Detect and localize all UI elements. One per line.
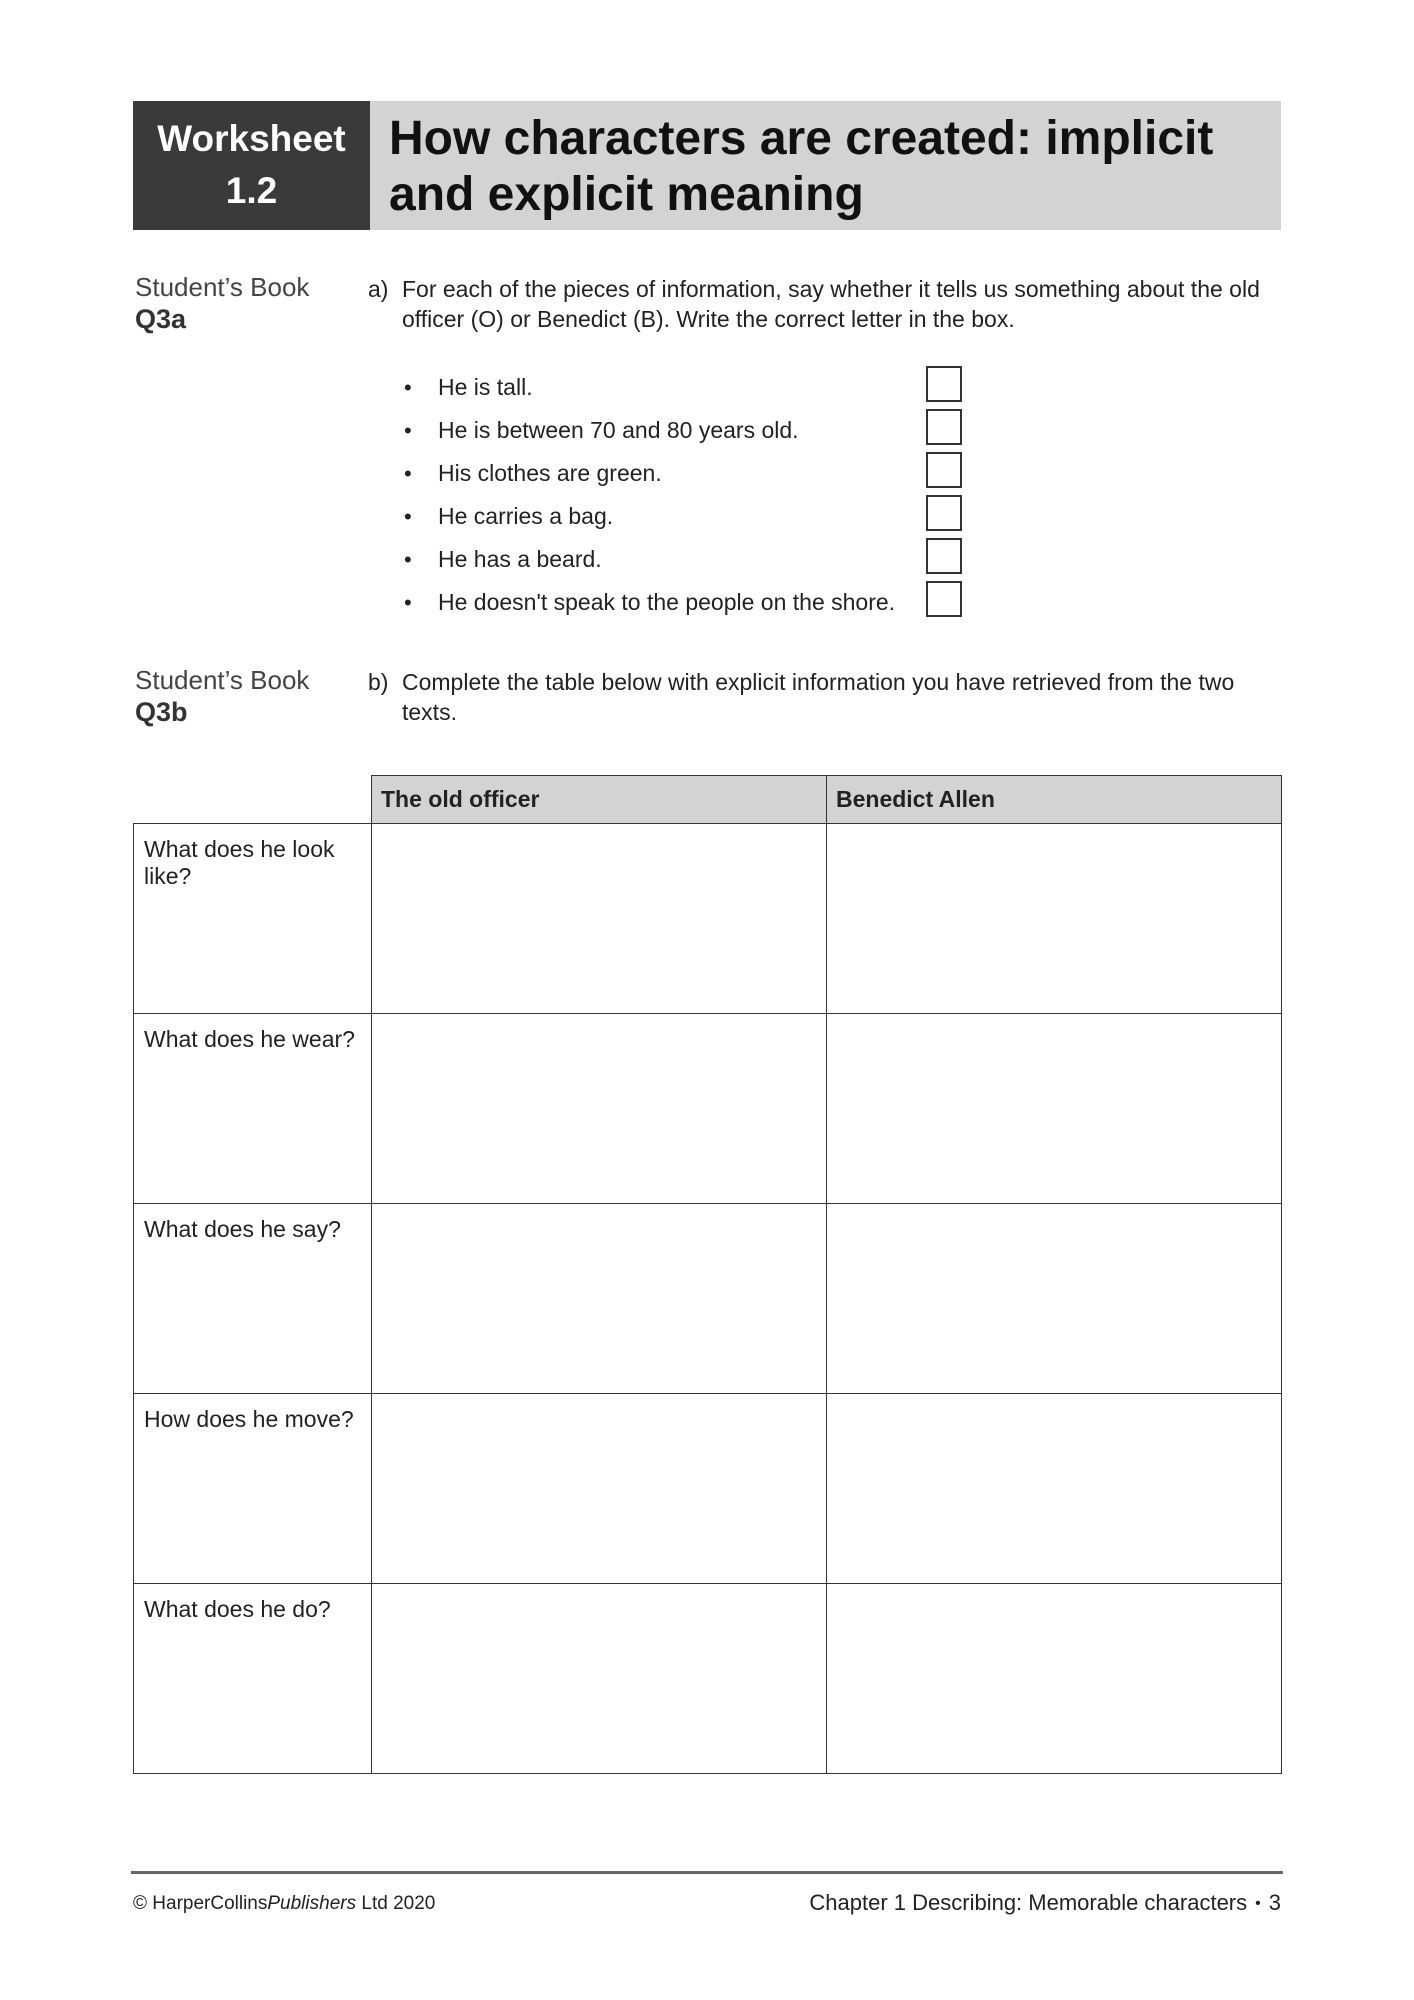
list-item bbox=[404, 452, 964, 495]
table-row bbox=[134, 1584, 1282, 1774]
answer-cell[interactable] bbox=[372, 1394, 827, 1584]
question-ref: Q3b bbox=[135, 697, 188, 727]
table-header-row bbox=[134, 776, 1282, 824]
bullet-icon: • bbox=[404, 504, 412, 529]
answer-box[interactable] bbox=[926, 495, 962, 531]
copyright-publishers: Publishers bbox=[267, 1893, 357, 1914]
copyright-prefix: © HarperCollins bbox=[133, 1893, 268, 1914]
question-letter: b) bbox=[368, 669, 389, 695]
explicit-info-table bbox=[133, 775, 1282, 1774]
worksheet-number-box bbox=[133, 101, 370, 230]
answer-cell[interactable] bbox=[372, 1204, 827, 1394]
worksheet-title bbox=[370, 101, 1281, 230]
students-book-label: Student’s Book bbox=[135, 272, 310, 302]
statement-text: He is between 70 and 80 years old. bbox=[438, 417, 799, 443]
table-row bbox=[134, 1394, 1282, 1584]
answer-cell[interactable] bbox=[827, 824, 1282, 1014]
question-ref: Q3a bbox=[135, 304, 187, 334]
table-corner-cell bbox=[134, 776, 372, 824]
bullet-icon: • bbox=[404, 547, 412, 572]
answer-cell[interactable] bbox=[827, 1014, 1282, 1204]
students-book-ref-b bbox=[135, 664, 309, 728]
page-number: 3 bbox=[1268, 1890, 1281, 1915]
row-label: How does he move? bbox=[134, 1394, 372, 1584]
answer-cell[interactable] bbox=[372, 1584, 827, 1774]
table-row bbox=[134, 824, 1282, 1014]
copyright-suffix: Ltd 2020 bbox=[356, 1893, 436, 1914]
list-item bbox=[404, 581, 964, 624]
column-header-old-officer: The old officer bbox=[372, 776, 827, 824]
statement-text: His clothes are green. bbox=[438, 460, 662, 486]
page-footer-chapter bbox=[809, 1890, 1281, 1916]
table-row bbox=[134, 1014, 1282, 1204]
students-book-label: Student’s Book bbox=[135, 665, 310, 695]
question-letter: a) bbox=[368, 276, 389, 302]
separator-dot: • bbox=[1255, 1895, 1261, 1912]
row-label: What does he look like? bbox=[134, 824, 372, 1014]
worksheet-number: 1.2 bbox=[225, 170, 278, 211]
chapter-title: Chapter 1 Describing: Memorable characters bbox=[809, 1890, 1248, 1915]
question-text: Complete the table below with explicit information you have retrieved from the two texts. bbox=[402, 669, 1235, 725]
worksheet-label: Worksheet bbox=[157, 118, 346, 159]
statement-text: He has a beard. bbox=[438, 546, 602, 572]
answer-box[interactable] bbox=[926, 452, 962, 488]
statement-text: He carries a bag. bbox=[438, 503, 614, 529]
list-item bbox=[404, 366, 964, 409]
bullet-icon: • bbox=[404, 418, 412, 443]
answer-box[interactable] bbox=[926, 581, 962, 617]
footer-divider bbox=[131, 1871, 1283, 1874]
question-text: For each of the pieces of information, say whether it tells us something about the old officer (O) or Benedict (B). Write the correct letter in the box. bbox=[402, 276, 1260, 332]
question-b bbox=[368, 667, 1268, 727]
answer-cell[interactable] bbox=[827, 1394, 1282, 1584]
list-item bbox=[404, 495, 964, 538]
statement-text: He doesn't speak to the people on the shore. bbox=[438, 589, 896, 615]
question-a bbox=[368, 274, 1268, 334]
statement-text: He is tall. bbox=[438, 374, 533, 400]
row-label: What does he wear? bbox=[134, 1014, 372, 1204]
answer-cell[interactable] bbox=[827, 1584, 1282, 1774]
worksheet-title-line-1: How characters are created: implicit bbox=[389, 112, 1214, 165]
row-label: What does he do? bbox=[134, 1584, 372, 1774]
worksheet-header bbox=[133, 101, 1281, 230]
worksheet-title-line-2: and explicit meaning bbox=[389, 168, 864, 221]
table-row bbox=[134, 1204, 1282, 1394]
column-header-benedict-allen: Benedict Allen bbox=[827, 776, 1282, 824]
answer-box[interactable] bbox=[926, 538, 962, 574]
list-item bbox=[404, 538, 964, 581]
answer-cell[interactable] bbox=[372, 824, 827, 1014]
row-label: What does he say? bbox=[134, 1204, 372, 1394]
answer-cell[interactable] bbox=[827, 1204, 1282, 1394]
statement-list bbox=[404, 366, 964, 624]
answer-box[interactable] bbox=[926, 409, 962, 445]
answer-box[interactable] bbox=[926, 366, 962, 402]
bullet-icon: • bbox=[404, 375, 412, 400]
students-book-ref-a bbox=[135, 271, 309, 335]
answer-cell[interactable] bbox=[372, 1014, 827, 1204]
bullet-icon: • bbox=[404, 590, 412, 615]
bullet-icon: • bbox=[404, 461, 412, 486]
list-item bbox=[404, 409, 964, 452]
copyright-notice bbox=[133, 1893, 435, 1915]
